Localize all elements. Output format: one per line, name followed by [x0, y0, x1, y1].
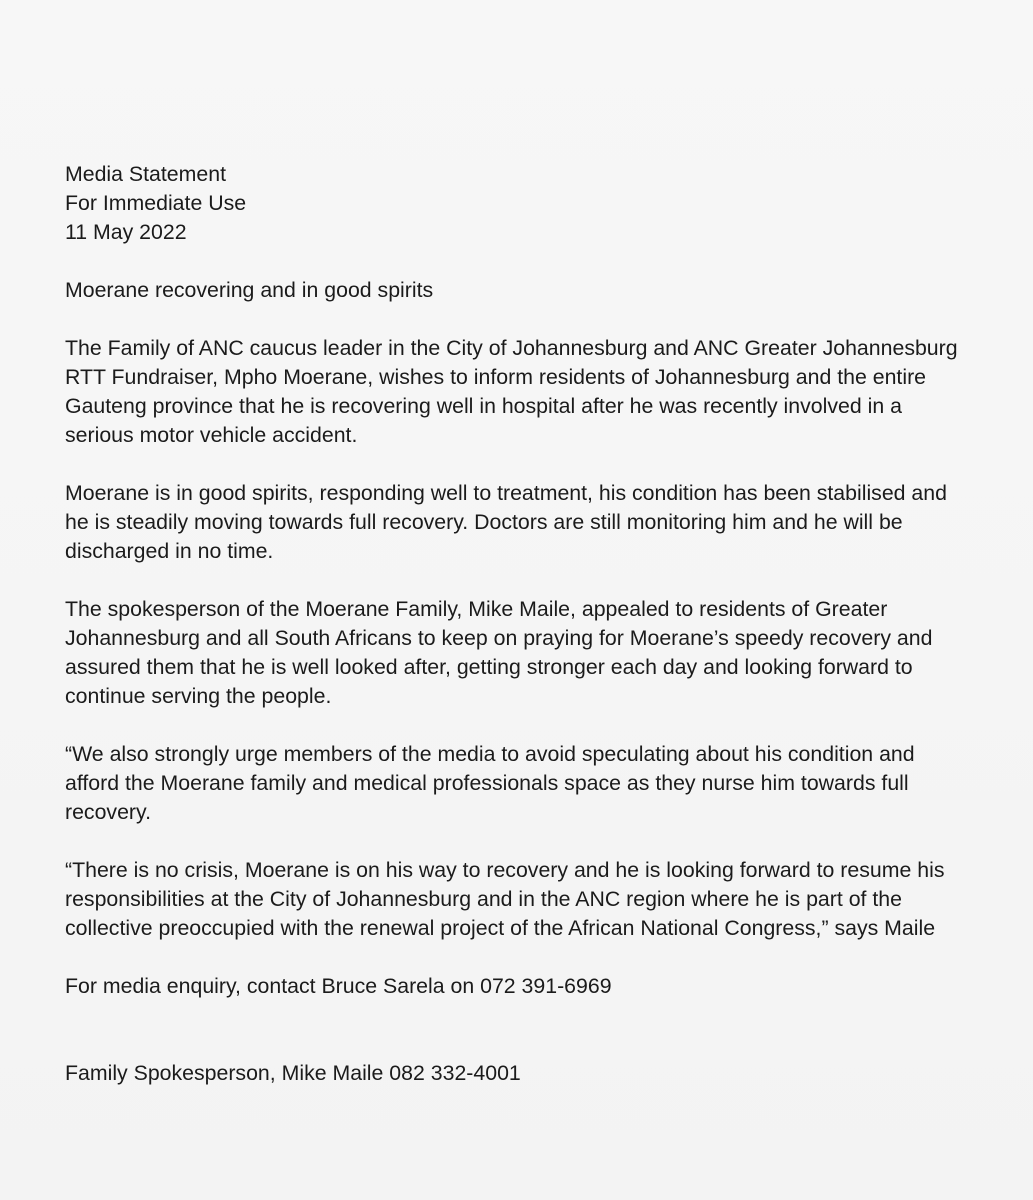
paragraph-line: Gauteng province that he is recovering well in hospital after he was recently involved in a: [65, 394, 902, 418]
paragraph-line: collective preoccupied with the renewal project of the African National Congress,” says Maile: [65, 916, 936, 940]
statement-header: [65, 160, 1010, 247]
statement-body: [65, 160, 1010, 1088]
paragraph-line: recovery.: [65, 800, 151, 824]
paragraph-line: serious motor vehicle accident.: [65, 423, 358, 447]
paragraph-line: “There is no crisis, Moerane is on his way to recovery and he is looking forward to resume his: [65, 858, 945, 882]
paragraph-line: afford the Moerane family and medical professionals space as they nurse him towards full: [65, 771, 909, 795]
paragraph-line: The spokesperson of the Moerane Family, Mike Maile, appealed to residents of Greater: [65, 597, 888, 621]
paragraph-line: continue serving the people.: [65, 684, 332, 708]
media-enquiry-contact: For media enquiry, contact Bruce Sarela on 072 391-6969: [65, 974, 612, 998]
paragraph-quote: [65, 856, 1010, 943]
paragraph-announcement: [65, 334, 1010, 450]
paragraph-condition: [65, 479, 1010, 566]
paragraph-spokesperson-appeal: [65, 595, 1010, 711]
statement-type: Media Statement: [65, 162, 226, 186]
paragraph-line: “We also strongly urge members of the media to avoid speculating about his condition and: [65, 742, 915, 766]
paragraph-line: assured them that he is well looked after, getting stronger each day and looking forward to: [65, 655, 913, 679]
paragraph-line: Moerane is in good spirits, responding well to treatment, his condition has been stabilised and: [65, 481, 947, 505]
paragraph-line: Johannesburg and all South Africans to keep on praying for Moerane’s speedy recovery and: [65, 626, 933, 650]
statement-usage: For Immediate Use: [65, 191, 247, 215]
paragraph-media-request: [65, 740, 1010, 827]
family-spokesperson-contact: Family Spokesperson, Mike Maile 082 332-4001: [65, 1061, 521, 1085]
paragraph-line: responsibilities at the City of Johannesburg and in the ANC region where he is part of the: [65, 887, 902, 911]
paragraph-line: The Family of ANC caucus leader in the City of Johannesburg and ANC Greater Johannesburg: [65, 336, 958, 360]
paragraph-line: RTT Fundraiser, Mpho Moerane, wishes to inform residents of Johannesburg and the entire: [65, 365, 927, 389]
paragraph-line: he is steadily moving towards full recovery. Doctors are still monitoring him and he will be: [65, 510, 903, 534]
statement-date: 11 May 2022: [65, 220, 187, 244]
statement-headline: Moerane recovering and in good spirits: [65, 278, 434, 302]
paragraph-line: discharged in no time.: [65, 539, 274, 563]
